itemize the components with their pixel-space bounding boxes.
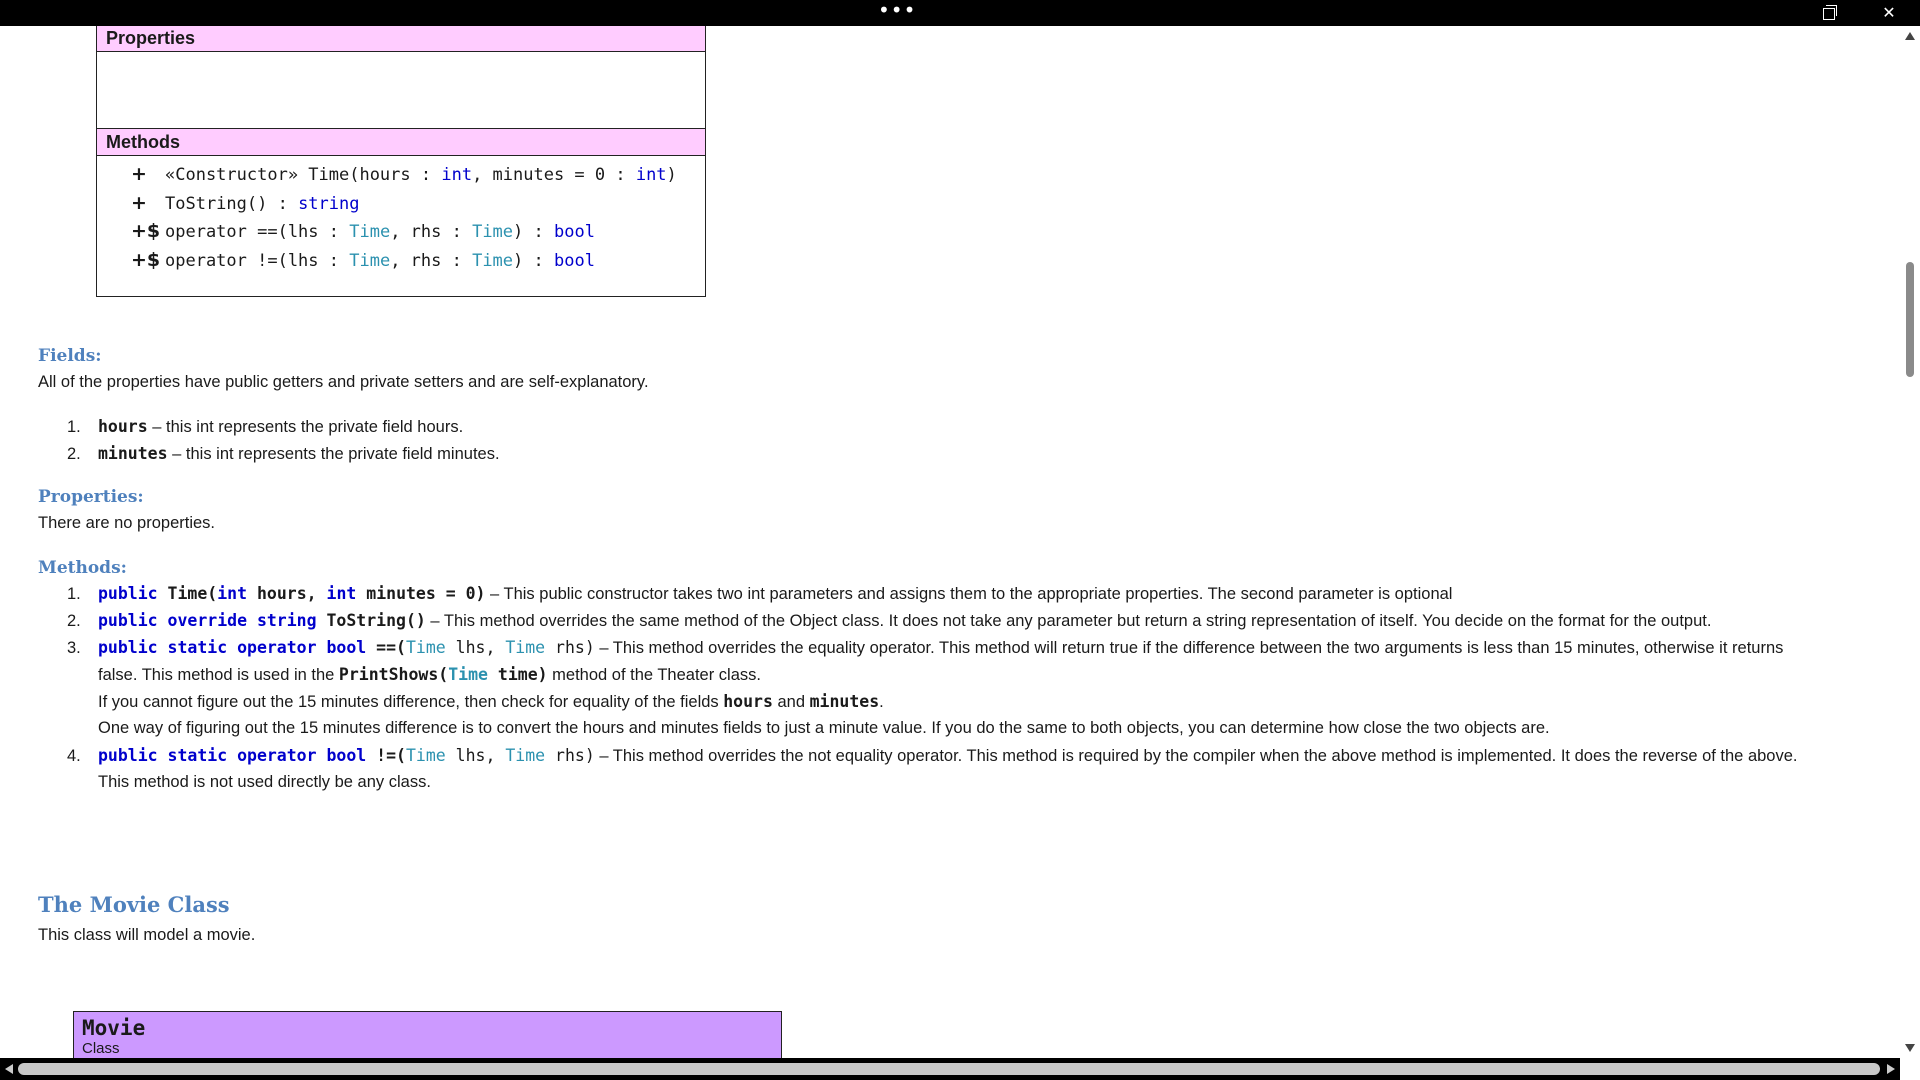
list-item [67, 638, 1783, 658]
method-type: Time [472, 222, 514, 242]
type-name: Time [505, 638, 546, 657]
scroll-left-icon[interactable] [5, 1064, 13, 1074]
title-bar [0, 0, 1920, 26]
keyword: int [326, 584, 357, 603]
properties-heading: Properties: [38, 487, 144, 507]
method-type: Time [349, 222, 391, 242]
class-stereotype: Class [82, 1040, 120, 1057]
keyword: public static operator bool [98, 746, 367, 765]
method-text: , rhs : [390, 250, 473, 271]
method-note: One way of figuring out the 15 minutes difference is to convert the hours and minutes fields to just a minute value. If you do the same to both objects, you can determine how close the two objects are. [98, 719, 1550, 737]
list-number: 1. [67, 585, 81, 603]
visibility-symbol: + [131, 191, 147, 214]
horizontal-scroll-thumb[interactable] [18, 1063, 1880, 1075]
desc-text: false. This method is used in the [98, 666, 339, 684]
keyword: public static operator bool [98, 638, 367, 657]
type-name: Time [448, 665, 488, 684]
scroll-right-icon[interactable] [1887, 1064, 1895, 1074]
sig-text: ==( [366, 638, 406, 657]
method-signature [98, 746, 595, 765]
list-item [67, 611, 1711, 631]
uml-method-row [131, 160, 705, 189]
sig-text: hours, [247, 584, 327, 603]
uml-method-row [131, 217, 705, 246]
desc-text: If you cannot figure out the 15 minutes difference, then check for equality of the fields [98, 693, 724, 711]
list-number: 2. [67, 612, 81, 630]
class-name: Movie [82, 1016, 146, 1040]
visibility-symbol: +$ [131, 248, 161, 271]
fields-heading: Fields: [38, 346, 102, 366]
list-number: 1. [67, 418, 81, 436]
vertical-scrollbar[interactable] [1900, 26, 1920, 1058]
list-number: 4. [67, 747, 81, 765]
methods-heading: Methods: [38, 558, 127, 578]
movie-class-heading: The Movie Class [38, 892, 230, 917]
keyword: public [98, 584, 158, 603]
visibility-symbol: + [131, 163, 147, 185]
method-reference [339, 665, 548, 684]
method-text: , rhs : [390, 222, 473, 242]
keyword: public override string [98, 611, 317, 630]
method-text: ) : [513, 222, 554, 242]
restore-icon [1823, 8, 1835, 20]
scroll-down-icon[interactable] [1905, 1044, 1915, 1052]
sig-text: lhs, [445, 638, 506, 657]
method-text: operator !=(lhs : [165, 250, 350, 271]
type-name: Time [405, 638, 446, 657]
scroll-up-icon[interactable] [1905, 32, 1915, 40]
sig-text: lhs, [445, 746, 506, 765]
sig-text: rhs) [545, 746, 595, 765]
methods-compartment [97, 156, 705, 274]
list-item [67, 584, 1452, 604]
sig-text: time) [487, 665, 548, 684]
method-text: operator ==(lhs : [165, 222, 350, 242]
method-desc: – This method overrides the same method of the Object class. It does not take any parameter but return a string representation of itself. You decide on the format for the output. [425, 612, 1712, 630]
sig-text: ToString() [316, 611, 426, 630]
desc-text: and [772, 693, 810, 711]
method-type: Time [472, 250, 514, 271]
method-type: bool [553, 222, 595, 242]
list-number: 3. [67, 639, 81, 657]
method-desc: – This method overrides the equality operator. This method will return true if the difference between the two arguments is less than 15 minutes, otherwise it returns [594, 639, 1784, 657]
desc-text: . [879, 693, 884, 711]
desc-text: method of the Theater class. [547, 666, 761, 684]
method-type: Time [349, 250, 391, 271]
method-text: ) [666, 165, 677, 185]
method-signature [98, 638, 595, 657]
list-item [67, 746, 1798, 766]
method-desc-continued: This method is not used directly be any class. [98, 773, 431, 791]
method-text: , minutes = 0 : [472, 165, 636, 185]
uml-method-row [131, 246, 705, 275]
fields-intro: All of the properties have public getters and private setters and are self-explanatory. [38, 373, 649, 391]
close-button[interactable] [1866, 0, 1912, 26]
visibility-symbol: +$ [131, 220, 161, 242]
list-number: 2. [67, 445, 81, 463]
uml-method-row [131, 189, 705, 218]
field-name: minutes [98, 444, 168, 463]
method-type: bool [553, 250, 595, 271]
sig-text: minutes = 0) [356, 584, 486, 603]
method-desc-continued [98, 665, 761, 685]
sig-text: PrintShows( [338, 665, 449, 684]
field-name: hours [98, 417, 148, 436]
properties-text: There are no properties. [38, 514, 216, 532]
type-name: Time [505, 746, 546, 765]
sig-text: Time( [157, 584, 218, 603]
method-type: string [298, 193, 360, 214]
close-icon: ✕ [1882, 3, 1896, 22]
field-desc: – this int represents the private field hours. [147, 418, 464, 436]
properties-compartment [97, 52, 705, 128]
field-name: minutes [809, 692, 880, 711]
sig-text: rhs) [545, 638, 595, 657]
field-name: hours [723, 692, 773, 711]
time-class-diagram [96, 26, 706, 297]
document-view [0, 26, 1900, 1058]
restore-button[interactable] [1806, 0, 1852, 26]
method-signature [98, 611, 426, 630]
list-item [67, 444, 500, 464]
method-desc: – This public constructor takes two int parameters and assigns them to the appropriate properties. The second parameter is optional [485, 585, 1453, 603]
method-text: «Constructor» Time(hours : [165, 165, 442, 185]
method-signature [98, 584, 485, 603]
type-name: Time [405, 746, 446, 765]
movie-class-diagram [73, 1011, 782, 1058]
field-desc: – this int represents the private field minutes. [167, 445, 500, 463]
horizontal-scrollbar[interactable] [0, 1058, 1900, 1080]
methods-compartment-header: Methods [97, 128, 705, 156]
properties-compartment-header: Properties [97, 26, 705, 52]
movie-class-intro: This class will model a movie. [38, 926, 256, 944]
list-item [67, 417, 463, 437]
method-type: int [635, 165, 667, 185]
more-options-icon[interactable]: ••• [878, 0, 917, 22]
vertical-scroll-thumb[interactable] [1906, 262, 1914, 377]
sig-text: !=( [366, 746, 406, 765]
method-desc: – This method overrides the not equality operator. This method is required by the compiler when the above method is implemented. It does the reverse of the above. [594, 747, 1798, 765]
method-text: ToString() : [165, 193, 299, 214]
method-type: int [441, 165, 473, 185]
method-note [98, 692, 884, 712]
method-text: ) : [513, 250, 554, 271]
keyword: int [217, 584, 248, 603]
